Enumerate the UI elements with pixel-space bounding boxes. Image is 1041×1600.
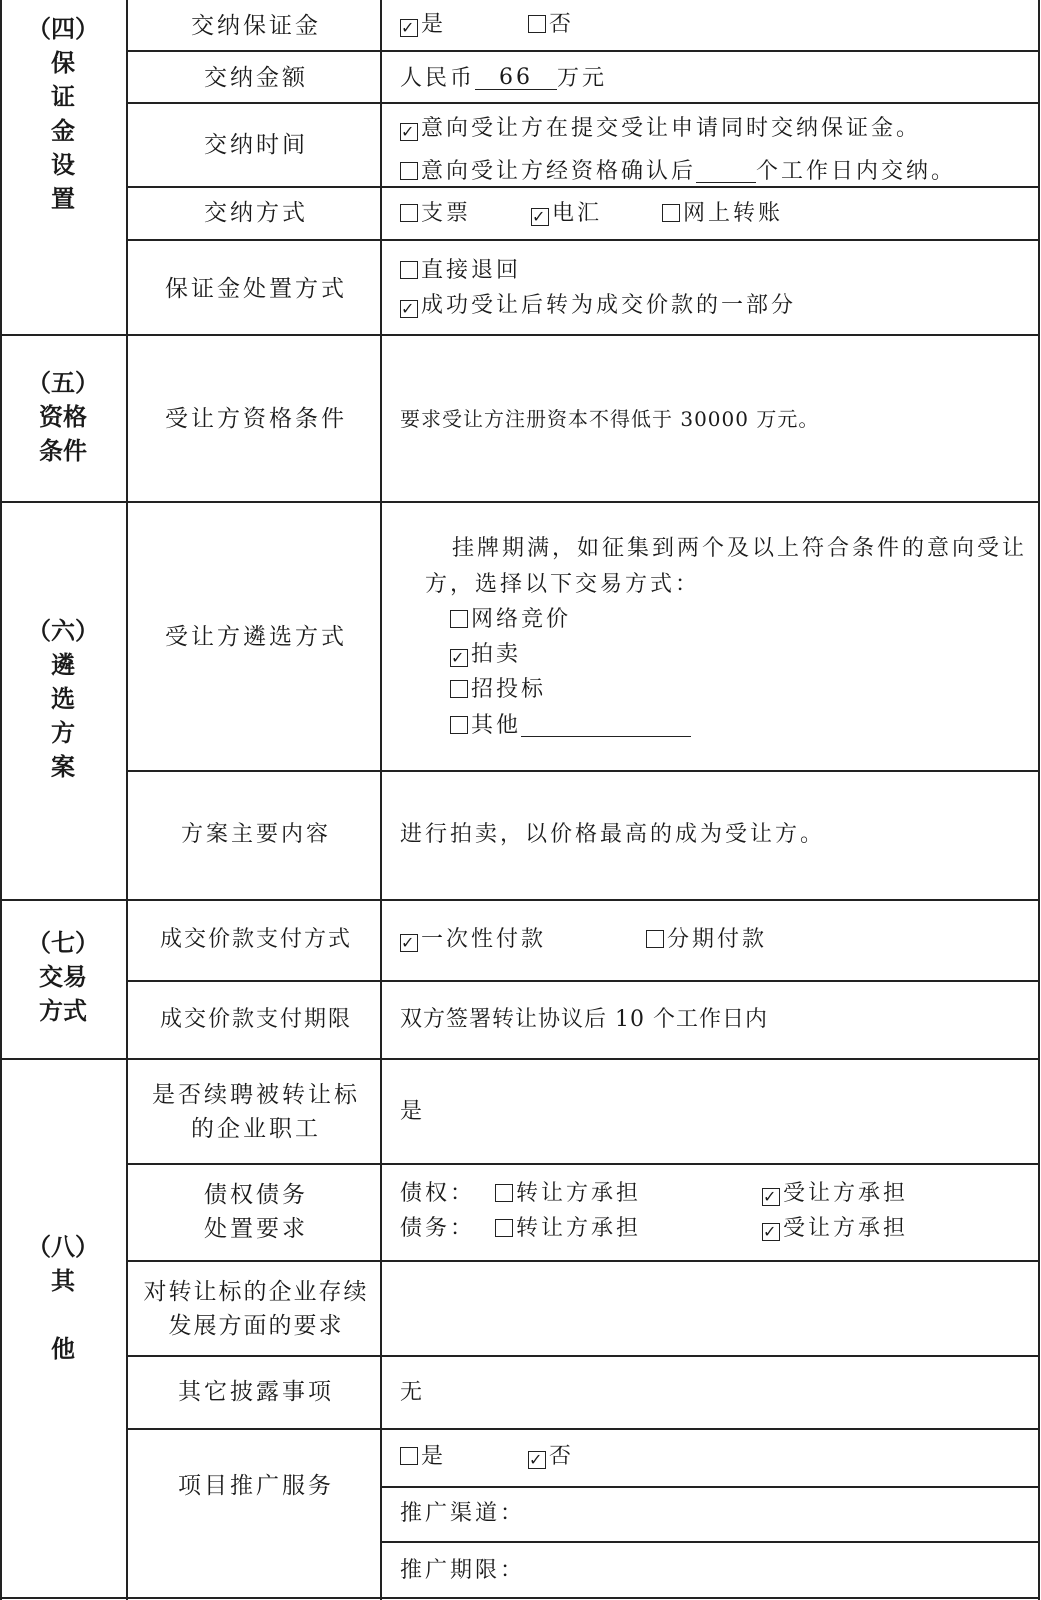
checkbox-cheque[interactable] (400, 204, 418, 222)
payment-deadline-text: 双方签署转让协议后 10 个工作日内 (400, 1007, 768, 1032)
checkbox-online-transfer[interactable] (662, 204, 680, 222)
promotion-channel: 推广渠道： (400, 1501, 526, 1526)
section-title-char: 其 (51, 1266, 75, 1295)
disposal-option-convert (400, 295, 796, 318)
section-title-char: 方式 (39, 996, 87, 1025)
section-title-char: 资格 (39, 402, 87, 431)
option-label: 网络竞价 (471, 607, 572, 632)
table-border-bottom (0, 1597, 1040, 1599)
label-deposit-amount: 交纳金额 (204, 65, 308, 91)
row-line (126, 1260, 1040, 1262)
label-line: 处置要求 (204, 1216, 308, 1242)
section-title-char: 案 (51, 752, 75, 781)
row-line (126, 1428, 1040, 1430)
section-line (0, 501, 1040, 503)
checkbox-other[interactable] (450, 716, 468, 734)
checkbox-convert-to-price[interactable]: ✓ (401, 299, 418, 318)
row-line (126, 102, 1040, 104)
deposit-method-options (400, 203, 783, 226)
blank-other (521, 714, 691, 737)
section-line (0, 899, 1040, 901)
label-plan-content: 方案主要内容 (180, 822, 331, 847)
selection-option-network (450, 609, 571, 631)
deposit-time-option-2 (400, 160, 956, 183)
section-title-char: 保 (51, 48, 75, 77)
option-label: 转让方承担 (516, 1216, 642, 1241)
payment-method-options (400, 929, 767, 952)
label-development (128, 1275, 384, 1343)
label-deposit-pay: 交纳保证金 (191, 13, 321, 39)
section-4-heading (0, 12, 126, 216)
selection-option-tender (450, 679, 546, 701)
label-debt-disposal (128, 1178, 384, 1246)
section-6-heading (0, 614, 126, 784)
checkbox-direct-return[interactable] (400, 261, 418, 279)
option-label: 一次性付款 (421, 927, 547, 952)
option-label: 成功受让后转为成交价款的一部分 (421, 293, 797, 318)
deposit-pay-options (400, 14, 574, 37)
amount-unit: 万元 (557, 66, 608, 91)
label-selection-method: 受让方遴选方式 (165, 624, 347, 650)
section-title-char: 他 (51, 1334, 75, 1363)
checkbox-deposit-yes[interactable]: ✓ (401, 18, 418, 37)
option-label: 其他 (471, 713, 522, 738)
label-rehire (128, 1078, 384, 1146)
row-line (126, 50, 1040, 52)
section-number: （五） (27, 368, 99, 397)
checkbox-claims-transferee[interactable]: ✓ (763, 1187, 780, 1206)
selection-option-auction (450, 644, 521, 667)
option-label: 是 (421, 12, 447, 37)
disposal-option-return (400, 260, 521, 282)
other-disclosure-value: 无 (400, 1380, 426, 1405)
claims-label: 债权： (400, 1181, 476, 1206)
option-label: 否 (549, 1444, 575, 1469)
checkbox-deposit-no[interactable] (528, 15, 546, 33)
checkbox-lump-sum[interactable]: ✓ (401, 933, 418, 952)
section-5-heading (0, 366, 126, 468)
option-label: 是 (421, 1444, 447, 1469)
claims-transferee (762, 1183, 908, 1206)
label-deposit-method: 交纳方式 (204, 200, 308, 226)
section-title-char: 选 (51, 684, 75, 713)
checkbox-wire[interactable]: ✓ (532, 207, 549, 226)
section-title-char: 设 (51, 150, 75, 179)
row-line (126, 980, 1040, 982)
amount-prefix: 人民币 (400, 66, 476, 91)
plan-content-text: 进行拍卖，以价格最高的成为受让方。 (400, 822, 826, 847)
option-label: 拍卖 (471, 642, 522, 667)
checkbox-time-after-qualification[interactable] (400, 162, 418, 180)
section-number: （八） (27, 1232, 99, 1261)
label-line: 发展方面的要求 (168, 1313, 344, 1339)
section-title-char: 金 (51, 116, 75, 145)
claims-row (400, 1183, 641, 1205)
checkbox-debts-transferor[interactable] (495, 1219, 513, 1237)
option-label: 意向受让方在提交受让申请同时交纳保证金。 (421, 116, 922, 141)
row-line (126, 1163, 1040, 1165)
label-deposit-time: 交纳时间 (204, 132, 308, 158)
label-other-disclosure: 其它披露事项 (178, 1379, 334, 1405)
option-label: 招投标 (471, 677, 547, 702)
label-line: 是否续聘被转让标 (152, 1082, 360, 1108)
section-7-heading (0, 926, 126, 1028)
selection-option-other (450, 714, 691, 737)
section-number: （七） (27, 928, 99, 957)
promotion-period: 推广期限： (400, 1558, 526, 1583)
row-line (126, 239, 1040, 241)
label-line: 债权债务 (204, 1182, 308, 1208)
option-label: 直接退回 (421, 258, 522, 283)
option-label: 受让方承担 (783, 1216, 909, 1241)
label-deposit-disposal: 保证金处置方式 (165, 276, 347, 302)
option-label: 支票 (421, 201, 472, 226)
label-line: 的企业职工 (191, 1116, 321, 1142)
qualification-text: 要求受让方注册资本不得低于 30000 万元。 (400, 407, 820, 431)
label-qualification: 受让方资格条件 (165, 406, 347, 432)
row-line (126, 1355, 1040, 1357)
option-label: 个工作日内交纳。 (756, 159, 957, 184)
deposit-time-option-1 (400, 118, 921, 141)
section-line (0, 334, 1040, 336)
label-payment-deadline: 成交价款支付期限 (159, 1007, 352, 1032)
option-label: 否 (549, 12, 575, 37)
checkbox-promotion-yes[interactable] (400, 1447, 418, 1465)
row-line (380, 1486, 1040, 1488)
debts-row (400, 1218, 641, 1240)
checkbox-time-at-application[interactable]: ✓ (401, 122, 418, 141)
section-title-char: 条件 (39, 436, 87, 465)
promotion-options (400, 1446, 574, 1469)
section-title-char: 证 (51, 82, 75, 111)
checkbox-tender[interactable] (450, 680, 468, 698)
checkbox-installments[interactable] (646, 930, 664, 948)
option-label: 转让方承担 (516, 1181, 642, 1206)
checkbox-debts-transferee[interactable]: ✓ (763, 1222, 780, 1241)
checkbox-auction[interactable]: ✓ (451, 648, 468, 667)
amount-number: 66 (475, 67, 557, 90)
section-number: （四） (27, 14, 99, 43)
section-title-char: 遴 (51, 650, 75, 679)
row-line (380, 1541, 1040, 1543)
debts-label: 债务： (400, 1216, 476, 1241)
deposit-amount-value (400, 67, 607, 90)
row-line (126, 770, 1040, 772)
option-label: 意向受让方经资格确认后 (421, 159, 697, 184)
option-label: 电汇 (552, 201, 603, 226)
blank-days (696, 160, 756, 183)
option-label: 分期付款 (667, 927, 768, 952)
label-promotion: 项目推广服务 (178, 1473, 334, 1499)
section-number: （六） (27, 616, 99, 645)
label-payment-method: 成交价款支付方式 (159, 927, 352, 952)
selection-intro-line-2: 方，选择以下交易方式： (425, 572, 701, 597)
checkbox-claims-transferor[interactable] (495, 1184, 513, 1202)
row-line (126, 186, 1040, 188)
checkbox-promotion-no[interactable]: ✓ (529, 1450, 546, 1469)
section-title-char: 置 (51, 184, 75, 213)
rehire-value: 是 (400, 1099, 426, 1124)
selection-intro-line-1: 挂牌期满，如征集到两个及以上符合条件的意向受让 (452, 536, 1028, 561)
section-title-char: 交易 (39, 962, 87, 991)
checkbox-network-bidding[interactable] (450, 610, 468, 628)
section-line (0, 1058, 1040, 1060)
label-line: 对转让标的企业存续 (143, 1279, 369, 1305)
debts-transferee (762, 1218, 908, 1241)
option-label: 网上转账 (683, 201, 784, 226)
section-title-char: 方 (51, 718, 75, 747)
section-8-heading (0, 1230, 126, 1366)
option-label: 受让方承担 (783, 1181, 909, 1206)
